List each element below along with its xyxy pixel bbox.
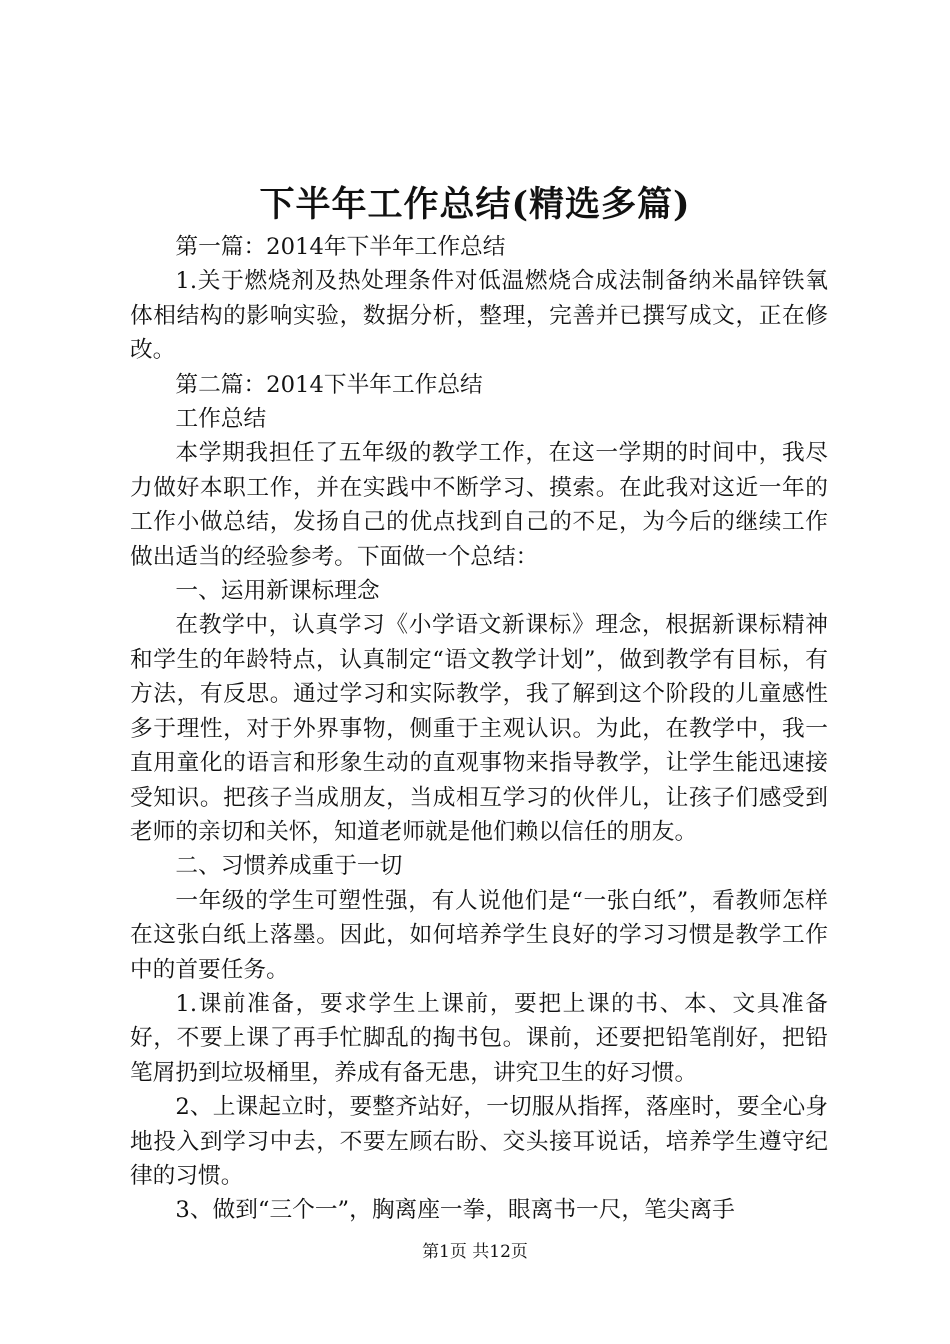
list-item-3: 3、做到“三个一”，胸离座一拳，眼离书一尺，笔尖离手	[175, 1197, 735, 1224]
section-heading-2: 第二篇：2014下半年工作总结	[175, 371, 483, 398]
list-item-1: 1.课前准备，要求学生上课前，要把上课的书、本、文具准备好，不要上课了再手忙脚乱的掏书包。课前，还要把铅笔削好，把铅笔屑扔到垃圾桶里，养成有备无患，讲究卫生的好习惯。	[130, 990, 828, 1086]
page-footer: 第1页 共12页	[422, 1242, 528, 1262]
subheading-new-curriculum: 一、运用新课标理念	[175, 578, 380, 605]
subheading-work-summary: 工作总结	[175, 406, 267, 433]
list-item-2: 2、上课起立时，要整齐站好，一切服从指挥，落座时，要全心身地投入到学习中去，不要左顾右盼、交头接耳说话，培养学生遵守纪律的习惯。	[130, 1094, 828, 1189]
paragraph: 本学期我担任了五年级的教学工作，在这一学期的时间中，我尽力做好本职工作，并在实践中不断学习、摸索。在此我对这近一年的工作小做总结，发扬自己的优点找到自己的不足，为今后的继续工作做出适当的经验参考。下面做一个总结：	[130, 440, 828, 570]
paragraph: 一年级的学生可塑性强，有人说他们是“一张白纸”，看教师怎样在这张白纸上落墨。因此，如何培养学生良好的学习习惯是教学工作中的首要任务。	[130, 887, 828, 983]
document-title: 下半年工作总结(精选多篇)	[259, 184, 691, 225]
section-heading-1: 第一篇：2014年下半年工作总结	[175, 234, 506, 260]
document-body	[130, 230, 828, 1228]
paragraph: 在教学中，认真学习《小学语文新课标》理念，根据新课标精神和学生的年龄特点，认真制定“语文教学计划”，做到教学有目标，有方法，有反思。通过学习和实际教学，我了解到这个阶段的儿童感性多于理性，对于外界事物，侧重于主观认识。为此，在教学中，我一直用童化的语言和形象生动的直观事物来指导教学，让学生能迅速接受知识。把孩子当成朋友，当成相互学习的伙伴儿，让孩子们感受到老师的亲切和关怀，知道老师就是他们赖以信任的朋友。	[130, 612, 828, 845]
subheading-habits: 二、习惯养成重于一切	[175, 853, 403, 880]
paragraph: 1.关于燃烧剂及热处理条件对低温燃烧合成法制备纳米晶锌铁氧体相结构的影响实验，数据分析，整理，完善并已撰写成文，正在修改。	[130, 268, 828, 364]
